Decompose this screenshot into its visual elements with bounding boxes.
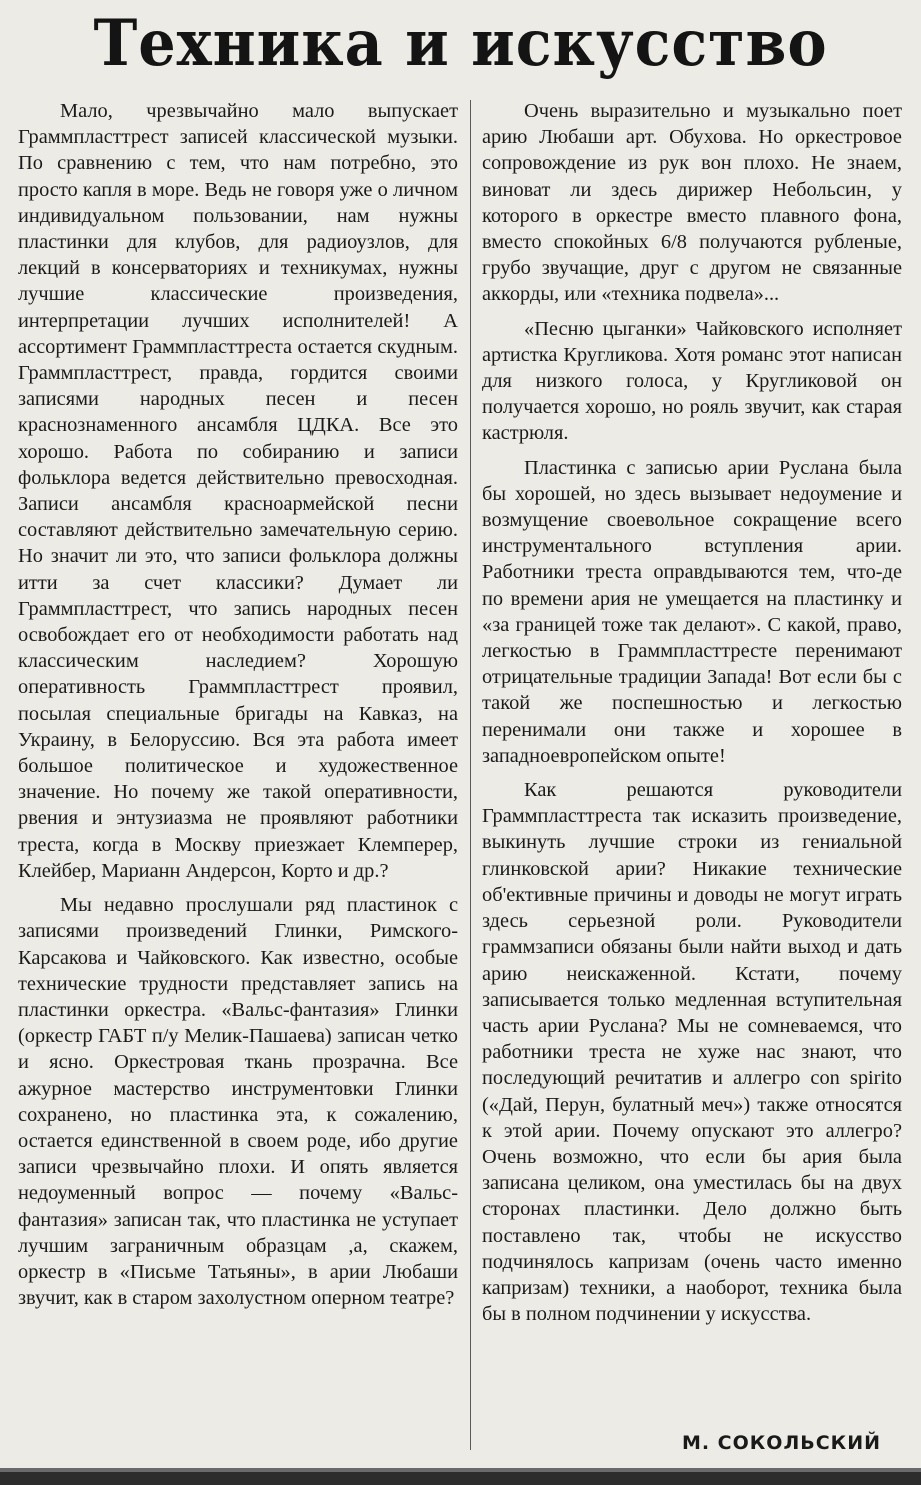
right-paragraph-2: «Песню цыганки» Чайковского исполняет артистка Кругликова. Хотя романс этот написан для низкого голоса, у Кругликовой он получается хорошо, но рояль звучит, как старая кастрюля.	[482, 317, 902, 445]
bottom-border	[0, 1468, 921, 1485]
author-signature: М. СОКОЛЬСКИЙ	[681, 1432, 881, 1454]
right-paragraph-3: Пластинка с записью арии Руслана была бы хорошей, но здесь вызывает недоумение и возмущение своевольное сокращение всего инструментального вступления арии. Работники треста оправдываются тем, что-де по времени ария не умещается на пластинку и «за границей тоже так делают». С какой, право, легкостью в Граммпласттресте перенимают отрицательные традиции Запада! Вот если бы с такой же поспешностью и легкостью перенимали они также и хорошее в западноевропейском опыте!	[482, 456, 902, 767]
right-column	[482, 98, 902, 1335]
column-divider	[470, 100, 471, 1450]
left-column	[18, 98, 458, 1319]
left-paragraph-2: Мы недавно прослушали ряд пластинок с записями произведений Глинки, Римского-Карсакова и Чайковского. Как известно, особые технические трудности представляет запись на пластинки оркестра. «Вальс-фантазия» Глинки (оркестр ГАБТ п/у Мелик-Пашаева) записан четко и ясно. Оркестровая ткань прозрачна. Все ажурное мастерство инструментовки Глинки сохранено, но пластинка эта, к сожалению, остается единственной в своем роде, ибо другие записи чрезвычайно плохи. И опять является недоуменный вопрос — почему «Вальс-фантазия» записан так, что пластинка не уступает лучшим заграничным образцам ,а, скажем, оркестр в «Письме Татьяны», в арии Любаши звучит, как в старом захолустном оперном театре?	[18, 894, 458, 1310]
right-paragraph-4: Как решаются руководители Граммпласттреста так исказить произведение, выкинуть лучшие строки из гениальной глинковской арии? Никакие технические об'ективные причины и доводы не могут играть здесь серьезной роли. Руководители граммзаписи обязаны были найти выход и дать арию неискаженной. Кстати, почему записывается только медленная вступительная часть арии Руслана? Мы не сомневаемся, что работники треста не хуже нас знают, что последующий речитатив и аллегро con spirito («Дай, Перун, булатный меч») также относятся к этой арии. Почему опускают это аллегро? Очень возможно, что если бы ария была записана целиком, она уместилась бы на двух сторонах пластинки. Дело должно быть поставлено так, чтобы не искусство подчинялось капризам (очень часто именно капризам) техники, а наоборот, техника была бы в полном подчинении у искусства.	[482, 779, 902, 1326]
left-paragraph-1: Мало, чрезвычайно мало выпускает Граммпласттрест записей классической музыки. По сравнению с тем, что нам потребно, это просто капля в море. Ведь не говоря уже о личном индивидуальном пользовании, нам нужны пластинки для клубов, для радиоузлов, для лекций в консерваториях и техникумах, нужны лучшие классические произведения, интерпретации лучших исполнителей! А ассортимент Граммпласттреста остается скудным. Граммпласттрест, правда, гордится своими записями народных песен и песен краснознаменного ансамбля ЦДКА. Все это хорошо. Работа по собиранию и записи фольклора ведется действительно превосходная. Записи ансамбля красноармейской песни составляют действительно замечательную серию. Но значит ли это, что записи фольклора должны итти за счет классики? Думает ли Граммпласттрест, что запись народных песен освобождает его от необходимости работать над классическим наследием? Хорошую оперативность Граммпласттрест проявил, посылая специальные бригады на Кавказ, на Украину, в Белоруссию. Вся эта работа имеет большое политическое и художественное значение. Но почему же такой оперативности, рвения и энтузиазма не проявляют работники треста, когда в Москву приезжает Клемперер, Клейбер, Марианн Андерсон, Корто и др.?	[18, 100, 458, 882]
right-paragraph-1: Очень выразительно и музыкально поет арию Любаши арт. Обухова. Но оркестровое сопровождение из рук вон плохо. Не знаем, виноват ли здесь дирижер Небольсин, у которого в оркестре вместо плавного фона, вместо спокойных 6/8 получаются рубленые, грубо звучащие, друг с другом не связанные аккорды, или «техника подвела»...	[482, 100, 902, 306]
article-headline: Техника и искусство	[93, 6, 828, 81]
